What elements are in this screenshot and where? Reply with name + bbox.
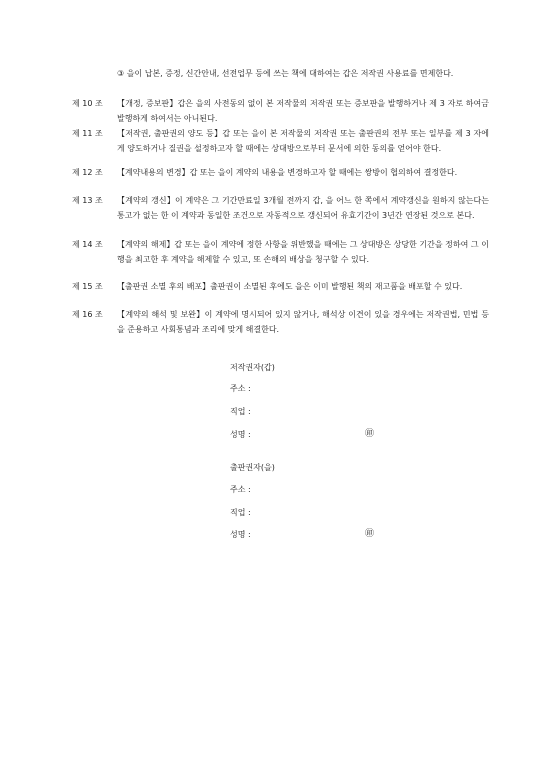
- article-15: [72, 279, 492, 294]
- author-name-label: 성명 :: [230, 430, 251, 439]
- author-block-title: 저작권자(갑): [230, 363, 275, 372]
- article-11: [72, 126, 492, 156]
- article-12: [72, 165, 492, 180]
- author-address-label: 주소 :: [230, 384, 251, 393]
- article-text: 【출판권 소멸 후의 배포】출판권이 소멸된 후에도 을은 이미 발행된 책의 재고품을 배포할 수 있다.: [117, 282, 463, 291]
- publisher-name-label: 성명 :: [230, 530, 251, 539]
- author-seal-mark: ㊞: [365, 429, 375, 439]
- article-number: 제 13 조: [72, 196, 103, 205]
- clause-paragraph-3: ③ 을이 납본, 증정, 신간안내, 선전업무 등에 쓰는 책에 대하여는 갑은 저작권 사용료를 면제한다.: [117, 69, 454, 78]
- article-number: 제 15 조: [72, 282, 103, 291]
- article-number: 제 10 조: [72, 99, 103, 108]
- article-text: 【저작권, 출판권의 양도 등】갑 또는 을이 본 저작물의 저작권 또는 출판권의 전부 또는 일부를 제 3 자에게 양도하거나 질권을 설정하고자 할 때에는 상대방으로부터 문서에 의한 동의를 얻어야 한다.: [117, 129, 489, 153]
- article-number: 제 16 조: [72, 310, 103, 319]
- article-13: [72, 193, 492, 223]
- article-text: 【계약의 해제】갑 또는 을이 계약에 정한 사항을 위반했을 때에는 그 상대방은 상당한 기간을 정하여 그 이행을 최고한 후 계약을 해제할 수 있고, 또 손해의 배상을 청구할 수 있다.: [117, 240, 489, 264]
- article-number: 제 11 조: [72, 129, 103, 138]
- article-14: [72, 237, 492, 267]
- publisher-block-title: 출판권자(을): [230, 463, 275, 472]
- publisher-address-label: 주소 :: [230, 485, 251, 494]
- article-16: [72, 307, 492, 337]
- article-text: 【계약내용의 변경】갑 또는 을이 계약의 내용을 변경하고자 할 때에는 쌍방이 협의하여 결정한다.: [117, 168, 458, 177]
- article-number: 제 12 조: [72, 168, 103, 177]
- author-occupation-label: 직업 :: [230, 407, 251, 416]
- article-text: 【계약의 갱신】이 계약은 그 기간만료일 3개월 전까지 갑, 을 어느 한 쪽에서 계약갱신을 원하지 않는다는 통고가 없는 한 이 계약과 동일한 조건으로 자동적으로 갱신되어 유효기간이 3년간 연장된 것으로 본다.: [117, 196, 489, 220]
- article-text: 【개정, 증보판】갑은 을의 사전동의 없이 본 저작물의 저작권 또는 증보판을 발행하거나 제 3 자로 하여금 발행하게 하여서는 아니된다.: [117, 99, 489, 123]
- article-number: 제 14 조: [72, 240, 103, 249]
- article-text: 【계약의 해석 및 보완】이 계약에 명시되어 있지 않거나, 해석상 이견이 있을 경우에는 저작권법, 민법 등을 준용하고 사회통념과 조리에 맞게 해결한다.: [117, 310, 489, 334]
- publisher-seal-mark: ㊞: [365, 529, 375, 539]
- article-10: [72, 96, 492, 126]
- publisher-occupation-label: 직업 :: [230, 508, 251, 517]
